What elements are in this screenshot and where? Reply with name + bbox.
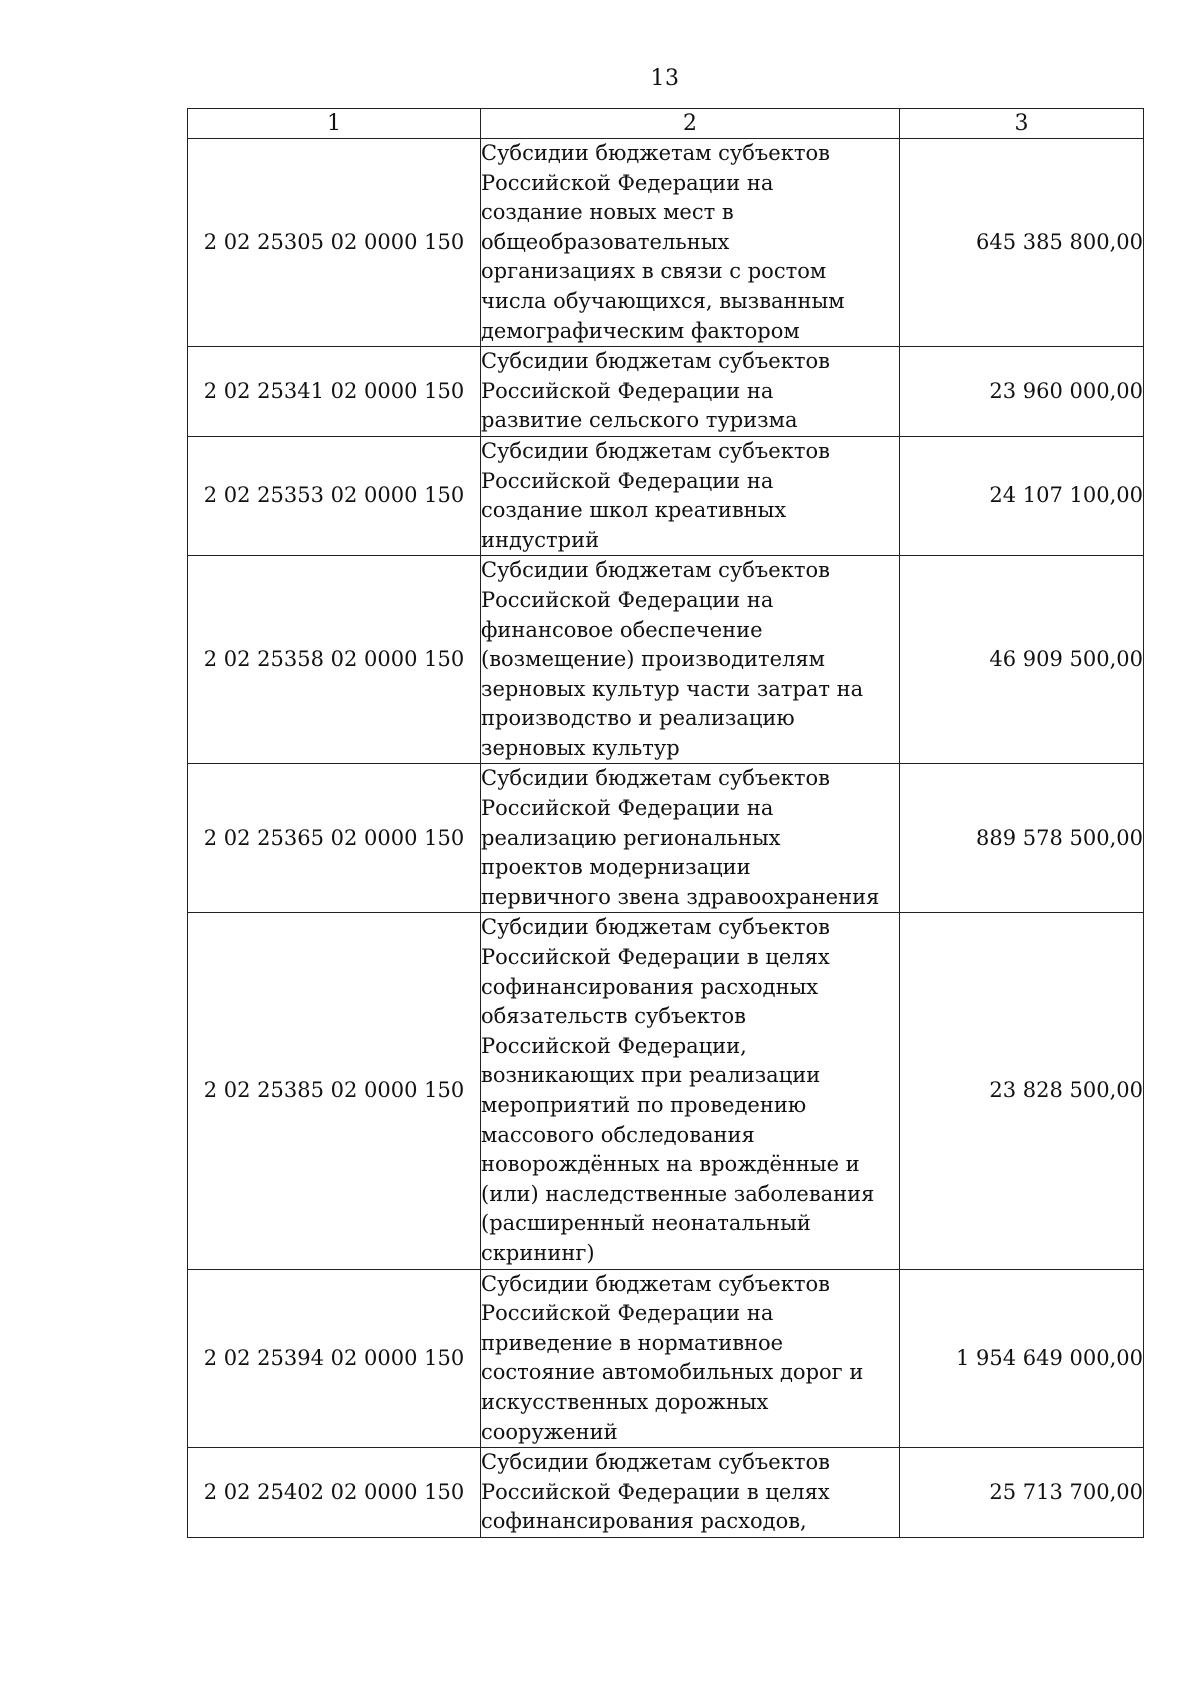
budget-code-cell: 2 02 25305 02 0000 150 [188, 139, 481, 347]
description-line: Субсидии бюджетам субъектов [481, 766, 830, 791]
header-row [188, 109, 1144, 139]
header-col-3: 3 [900, 109, 1144, 139]
description-line: числа обучающихся, вызванным [481, 288, 845, 313]
description-line: общеобразовательных [481, 229, 730, 254]
description-line: Российской Федерации на [481, 378, 774, 403]
description-line: Российской Федерации на [481, 170, 774, 195]
description-cell [481, 556, 900, 764]
description-cell [481, 139, 900, 347]
table-row [188, 1448, 1144, 1538]
description-line: создание школ креативных [481, 498, 787, 523]
description-line: Субсидии бюджетам субъектов [481, 349, 830, 374]
description-line: новорождённых на врождённые и [481, 1152, 860, 1177]
description-line: развитие сельского туризма [481, 408, 798, 433]
description-line: Российской Федерации на [481, 587, 774, 612]
budget-code-cell: 2 02 25358 02 0000 150 [188, 556, 481, 764]
description-line: Субсидии бюджетам субъектов [481, 915, 830, 940]
description-line: состояние автомобильных дорог и [481, 1360, 864, 1385]
description-cell [481, 764, 900, 913]
description-line: финансовое обеспечение [481, 617, 763, 642]
budget-code-cell: 2 02 25394 02 0000 150 [188, 1269, 481, 1448]
description-line: зерновых культур [481, 735, 680, 760]
budget-code-cell: 2 02 25341 02 0000 150 [188, 347, 481, 437]
description-cell [481, 1269, 900, 1448]
table-row [188, 913, 1144, 1269]
page-number: 13 [650, 66, 680, 91]
description-line: Субсидии бюджетам субъектов [481, 558, 830, 583]
description-line: первичного звена здравоохранения [481, 884, 880, 909]
table-row [188, 139, 1144, 347]
description-line: (или) наследственные заболевания [481, 1181, 875, 1206]
amount-cell: 24 107 100,00 [900, 436, 1144, 555]
description-line: софинансирования расходов, [481, 1509, 807, 1534]
description-line: приведение в нормативное [481, 1330, 784, 1355]
description-line: Российской Федерации на [481, 468, 774, 493]
table-row [188, 436, 1144, 555]
description-line: обязательств субъектов [481, 1004, 746, 1029]
budget-code-cell: 2 02 25402 02 0000 150 [188, 1448, 481, 1538]
description-line: искусственных дорожных [481, 1389, 769, 1414]
description-line: Российской Федерации на [481, 1301, 774, 1326]
description-line: (возмещение) производителям [481, 647, 826, 672]
description-line: массового обследования [481, 1122, 755, 1147]
description-line: Субсидии бюджетам субъектов [481, 141, 830, 165]
description-line: Российской Федерации, [481, 1033, 747, 1058]
description-cell [481, 1448, 900, 1538]
description-line: мероприятий по проведению [481, 1093, 807, 1117]
table-row [188, 347, 1144, 437]
table-row [188, 556, 1144, 764]
amount-cell: 23 960 000,00 [900, 347, 1144, 437]
amount-cell: 889 578 500,00 [900, 764, 1144, 913]
table-header [188, 109, 1144, 139]
header-col-1: 1 [188, 109, 481, 139]
description-line: производство и реализацию [481, 706, 795, 731]
description-line: реализацию региональных [481, 825, 781, 850]
description-line: индустрий [481, 527, 600, 552]
description-line: софинансирования расходных [481, 974, 819, 999]
description-line: (расширенный неонатальный [481, 1211, 811, 1236]
description-line: скрининг) [481, 1240, 595, 1265]
description-line: проектов модернизации [481, 855, 751, 880]
table-row [188, 764, 1144, 913]
amount-cell: 23 828 500,00 [900, 913, 1144, 1269]
table-body [188, 139, 1144, 1538]
description-line: создание новых мест в [481, 200, 734, 225]
budget-code-cell: 2 02 25365 02 0000 150 [188, 764, 481, 913]
description-line: Субсидии бюджетам субъектов [481, 438, 830, 463]
description-cell [481, 347, 900, 437]
amount-cell: 46 909 500,00 [900, 556, 1144, 764]
amount-cell: 1 954 649 000,00 [900, 1269, 1144, 1448]
header-col-2: 2 [481, 109, 900, 139]
budget-table [187, 108, 1144, 1538]
amount-cell: 25 713 700,00 [900, 1448, 1144, 1538]
description-cell [481, 913, 900, 1269]
budget-code-cell: 2 02 25353 02 0000 150 [188, 436, 481, 555]
description-line: организациях в связи с ростом [481, 259, 827, 284]
description-line: сооружений [481, 1419, 618, 1444]
description-line: возникающих при реализации [481, 1063, 821, 1088]
description-line: зерновых культур части затрат на [481, 676, 864, 701]
budget-code-cell: 2 02 25385 02 0000 150 [188, 913, 481, 1269]
description-line: Субсидии бюджетам субъектов [481, 1271, 830, 1296]
description-line: Российской Федерации в целях [481, 945, 830, 970]
table-row [188, 1269, 1144, 1448]
amount-cell: 645 385 800,00 [900, 139, 1144, 347]
description-line: Российской Федерации на [481, 796, 774, 821]
description-cell [481, 436, 900, 555]
description-line: Субсидии бюджетам субъектов [481, 1450, 830, 1475]
description-line: Российской Федерации в целях [481, 1479, 830, 1504]
description-line: демографическим фактором [481, 318, 800, 343]
